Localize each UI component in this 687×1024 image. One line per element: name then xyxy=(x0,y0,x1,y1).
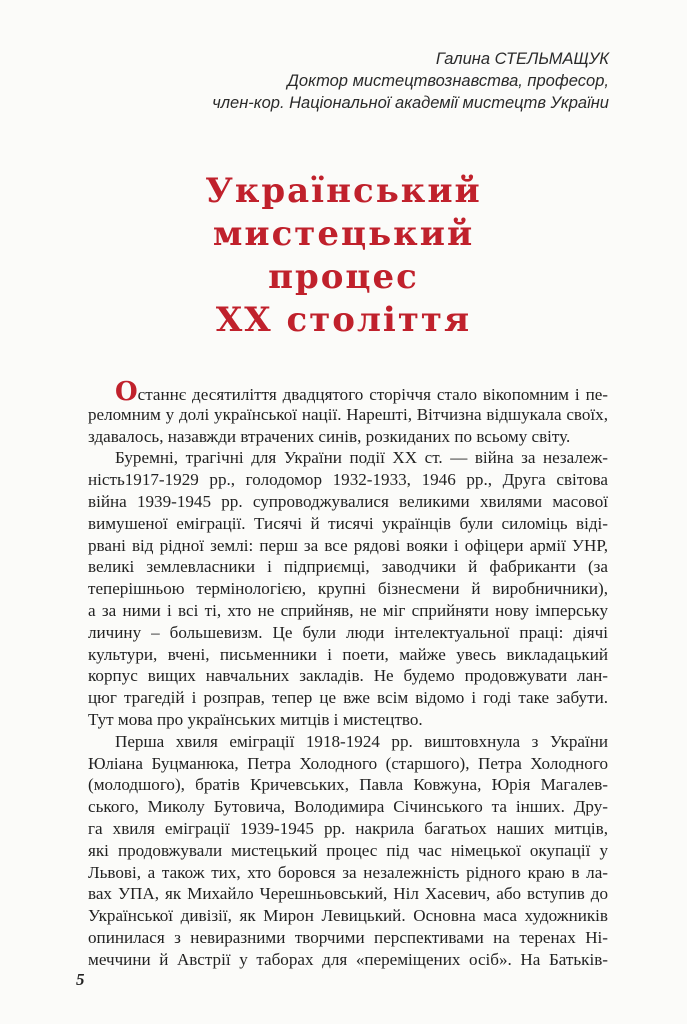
paragraph-line xyxy=(88,377,608,407)
paragraph-line: культури, вчені, письменники і поети, майже увесь викладацький xyxy=(88,644,608,664)
paragraph-line: опинилася з невиразними творчими перспективами на теренах Ні- xyxy=(88,927,608,947)
paragraph-line: (молодшого), братів Кричевських, Павла Ковжуна, Юрія Магалев- xyxy=(88,775,608,795)
page-number: 5 xyxy=(76,970,85,989)
paragraph-line: а за ними і всі ті, хто не сприйняв, не міг сприйняти нову імперську xyxy=(88,600,608,620)
drop-cap: О xyxy=(115,377,138,407)
paragraph-line: які продовжували мистецький процес під час німецької окупації у xyxy=(88,840,608,860)
author-block xyxy=(49,48,609,114)
paragraph-line: Української дивізії, як Мирон Левицький. Основна маса художників xyxy=(88,906,608,926)
article-body xyxy=(88,377,608,971)
paragraph-line: здавалось, назавжди втрачених синів, розкиданих по всьому світу. xyxy=(88,426,571,446)
paragraph-line: корпус вищих навчальних закладів. Не будемо продовжувати лан- xyxy=(88,666,608,686)
paragraph-line: вимушеної еміграції. Тисячі й тисячі українців були силоміць віді- xyxy=(88,513,608,533)
paragraph-line: великі землевласники і підприємці, заводчики й фабриканти (за xyxy=(88,557,608,577)
paragraph-line: га хвиля еміграції 1939-1945 рр. накрила багатьох наших митців, xyxy=(88,818,608,838)
paragraph-line: ність1917-1929 рр., голодомор 1932-1933, 1946 рр., Друга світова xyxy=(88,470,608,490)
article-title xyxy=(0,170,687,342)
paragraph-line: Львові, а також тих, хто боровся за незалежність рідного краю в ла- xyxy=(88,862,608,882)
title-line: Український xyxy=(205,171,482,211)
line-text: станнє десятиліття двадцятого сторіччя стало вікопомним і пе- xyxy=(137,385,608,404)
paragraph-line: Буремні, трагічні для України події XX ст. — війна за незалеж- xyxy=(115,448,608,468)
paragraph-line: меччини й Австрії у таборах для «переміщених осіб». На Батьків- xyxy=(88,949,608,969)
paragraph-line: вах УПА, як Михайло Черешньовський, Ніл Хасевич, або вступив до xyxy=(88,884,608,904)
paragraph-line: личину – большевизм. Це були люди інтелектуальної праці: діячі xyxy=(88,622,608,642)
paragraph-line: ського, Миколу Бутовича, Володимира Січинського та інших. Дру- xyxy=(88,797,608,817)
paragraph-line: теперішньою термінологією, крупні бізнесмени й виробничники), xyxy=(88,579,608,599)
paragraph-line: цюг трагедій і розправ, тепер це вже всім відомо і годі таке забути. xyxy=(88,688,608,708)
paragraph-line: Перша хвиля еміграції 1918-1924 рр. виштовхнула з України xyxy=(115,731,608,751)
paragraph-line: рвані від рідної землі: перш за все рядові вояки і офіцери армії УНР, xyxy=(88,535,608,555)
author-membership: член-кор. Національної академії мистецтв України xyxy=(212,94,609,112)
paragraph-line: війна 1939-1945 рр. супроводжувалися великими хвилями масової xyxy=(88,491,608,511)
title-line: XX століття xyxy=(215,300,472,340)
author-degree: Доктор мистецтвознавства, професор, xyxy=(287,72,609,90)
paragraph-line: Тут мова про українських митців і мистецтво. xyxy=(88,709,423,729)
title-line: мистецький xyxy=(212,214,475,254)
paragraph-line: Юліана Буцманюка, Петра Холодного (старшого), Петра Холодного xyxy=(88,753,608,773)
paragraph-line: реломним у долі української нації. Нарешті, Вітчизна відшукала своїх, xyxy=(88,404,608,424)
title-line: процес xyxy=(268,257,419,297)
author-name: Галина СТЕЛЬМАЩУК xyxy=(435,50,609,68)
